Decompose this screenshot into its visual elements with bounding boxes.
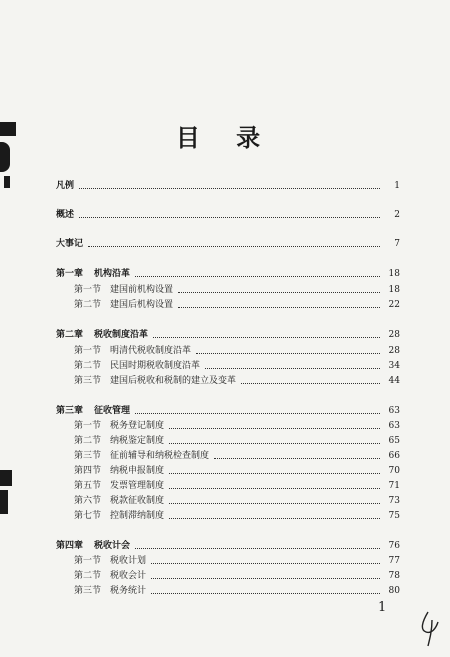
toc-chapter-4[interactable]: 第四章 税收计会 76 bbox=[56, 541, 400, 551]
toc-section[interactable]: 第六节 税款征收制度 73 bbox=[74, 496, 400, 506]
scan-mark bbox=[0, 470, 12, 486]
toc-section[interactable]: 第一节 建国前机构设置 18 bbox=[74, 285, 400, 295]
toc-section[interactable]: 第三节 建国后税收和税制的建立及变革 44 bbox=[74, 376, 400, 386]
toc-entry-dashiji[interactable]: 大事记 7 bbox=[56, 239, 400, 249]
toc-section[interactable]: 第二节 民国时期税收制度沿革 34 bbox=[74, 361, 400, 371]
toc-section[interactable]: 第三节 税务统计 80 bbox=[74, 586, 400, 596]
toc-chapter-3[interactable]: 第三章 征收管理 63 bbox=[56, 406, 400, 416]
toc-section[interactable]: 第二节 税收会计 78 bbox=[74, 571, 400, 581]
toc-section[interactable]: 第四节 纳税申报制度 70 bbox=[74, 466, 400, 476]
toc-entry-fanli[interactable]: 凡例 1 bbox=[56, 181, 400, 191]
toc-section[interactable]: 第五节 发票管理制度 71 bbox=[74, 481, 400, 491]
toc-section[interactable]: 第一节 明清代税收制度沿革 28 bbox=[74, 346, 400, 356]
page-number: 1 bbox=[378, 600, 387, 615]
scan-mark bbox=[0, 122, 16, 136]
toc-section[interactable]: 第七节 控制滞纳制度 75 bbox=[74, 511, 400, 521]
toc-section[interactable]: 第二节 建国后机构设置 22 bbox=[74, 300, 400, 310]
toc-entry-gaishu[interactable]: 概述 2 bbox=[56, 210, 400, 220]
handwritten-mark bbox=[418, 608, 442, 648]
scan-mark bbox=[0, 142, 10, 172]
scan-mark bbox=[4, 176, 10, 188]
toc-section[interactable]: 第一节 税务登记制度 63 bbox=[74, 421, 400, 431]
scan-mark bbox=[0, 490, 8, 514]
toc-section[interactable]: 第一节 税收计划 77 bbox=[74, 556, 400, 566]
toc-section[interactable]: 第二节 纳税鉴定制度 65 bbox=[74, 436, 400, 446]
toc-chapter-2[interactable]: 第二章 税收制度沿革 28 bbox=[56, 330, 400, 340]
toc-section[interactable]: 第三节 征前辅导和纳税检查制度 66 bbox=[74, 451, 400, 461]
toc-chapter-1[interactable]: 第一章 机构沿革 18 bbox=[56, 269, 400, 279]
page-title: 目 录 bbox=[175, 123, 275, 152]
